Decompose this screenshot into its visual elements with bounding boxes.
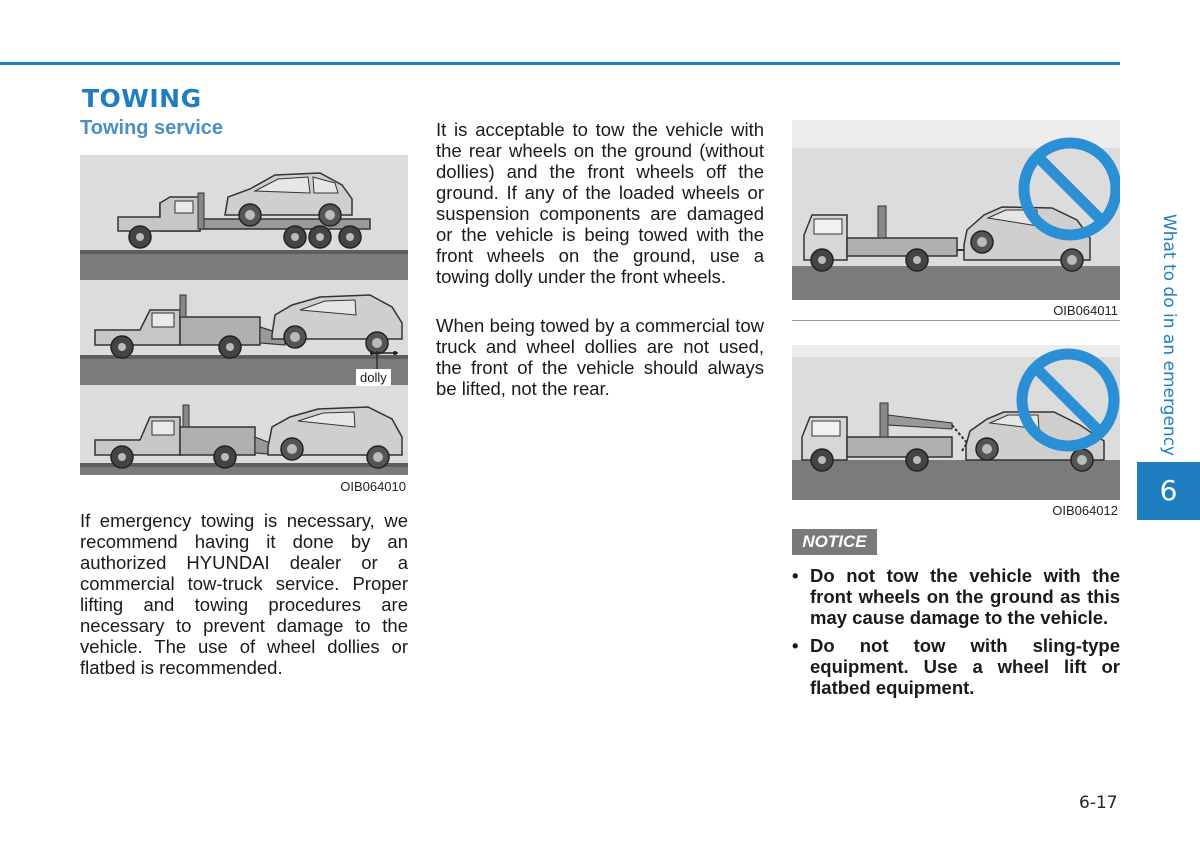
figure-code: OIB064011 (1053, 303, 1118, 318)
chapter-tab[interactable] (1137, 210, 1200, 460)
wheel-lift-truck-icon (95, 295, 285, 358)
notice-label: NOTICE (792, 529, 877, 555)
towed-car-icon (268, 407, 402, 468)
dolly-label: dolly (356, 369, 391, 386)
middle-paragraph-2: When being towed by a commercial tow truck and wheel dollies are not used, the front of the vehicle should always be lifted, not the rear. (436, 315, 764, 399)
figure-divider (792, 320, 1120, 321)
prohibited-towing-illustration-1 (792, 120, 1120, 300)
car-icon (225, 173, 352, 226)
tow-truck-icon (804, 206, 967, 271)
towing-methods-figure (80, 155, 408, 497)
section-title: TOWING (82, 84, 202, 113)
page-number: 6-17 (1079, 793, 1118, 813)
subsection-title: Towing service (80, 117, 224, 139)
notice-item: • Do not tow the vehicle with the front wheels on the ground as this may cause damage to the vehicle. (792, 565, 1120, 628)
figure-code: OIB064012 (1052, 503, 1118, 518)
towing-methods-illustration (80, 155, 408, 497)
towed-car-icon (272, 295, 402, 354)
notice-item: • Do not tow with sling-type equipment. Use a wheel lift or flatbed equipment. (792, 635, 1120, 698)
prohibited-towing-figure-1 (792, 120, 1120, 320)
prohibited-towing-figure-2 (792, 345, 1120, 525)
wheel-lift-truck-icon (95, 405, 280, 468)
header-rule (0, 62, 1120, 65)
figure-code: OIB064010 (340, 479, 406, 494)
prohibited-towing-illustration-2 (792, 345, 1120, 500)
chapter-title: What to do in an emergency (1158, 213, 1179, 457)
chapter-number-badge[interactable]: 6 (1137, 462, 1200, 520)
left-paragraph: If emergency towing is necessary, we recommend having it done by an authorized HYUNDAI dealer or a commercial tow-truck service. Proper lifting and towing procedures are necessary to prevent damage to the vehicle. The use of wheel dollies or flatbed is recommended. (80, 510, 408, 678)
middle-paragraph-1: It is acceptable to tow the vehicle with the rear wheels on the ground (without dollies) and the front wheels off the ground. If any of the loaded wheels or suspension components are damaged or the vehicle is being towed with the front wheels on the ground, use a towing dolly under the front wheels. (436, 119, 764, 287)
notice-list (792, 565, 1120, 705)
